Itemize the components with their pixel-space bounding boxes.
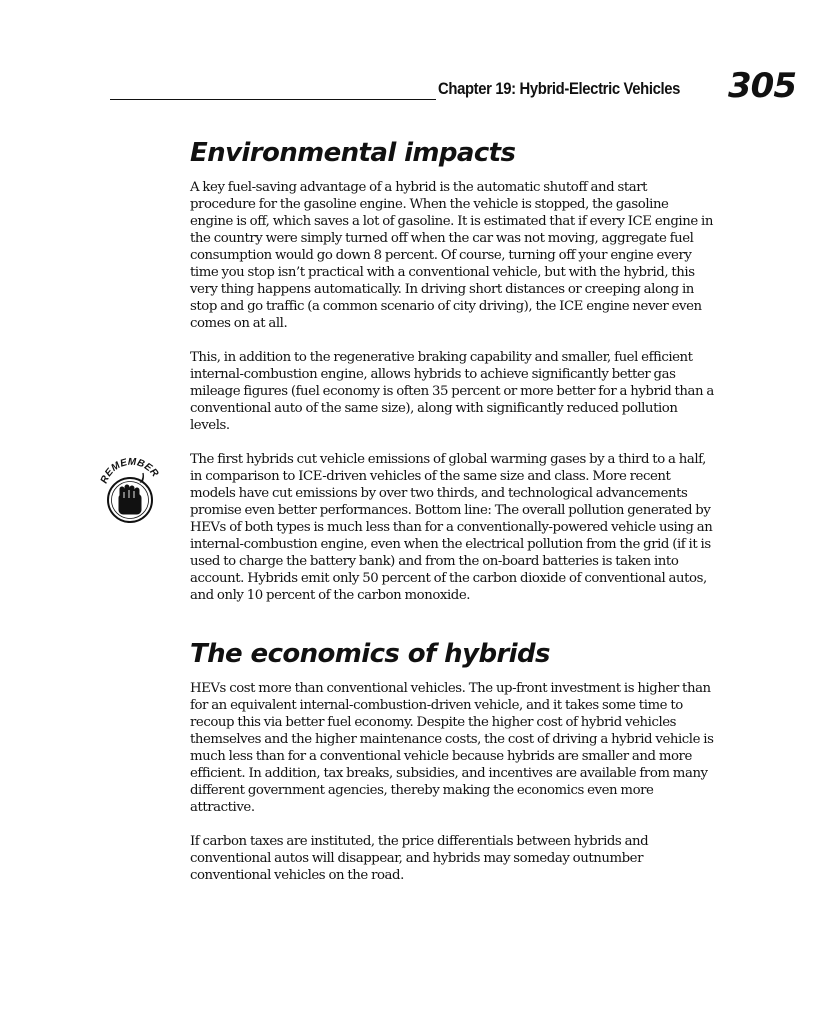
section-heading-economics: The economics of hybrids: [190, 639, 550, 669]
paragraph: This, in addition to the regenerative braking capability and smaller, fuel efficient internal-combustion engine, allows hybrids to achieve significantly better gas mileage figures (fuel economy is often 35 percent or more better for a hybrid than a conventional auto of the same size), along with significantly reduced pollution levels.: [190, 350, 714, 433]
running-head: Chapter 19: Hybrid-Electric Vehicles: [438, 80, 681, 98]
remember-icon-label: REMEMBER: [98, 456, 161, 486]
page-number: 305: [728, 66, 796, 106]
paragraph-remember: The first hybrids cut vehicle emissions of global warming gases by a third to a half, in comparison to ICE-driven vehicles of the same size and class. More recent models have cut emissions by over two thirds, and technological advancements promise even better performances. Bottom line: The overall pollution generated by HEVs of both types is much less than for a conventionally-powered vehicle using an internal-combustion engine, even when the electrical pollution from the grid (if it is used to charge the battery bank) and from the on-board batteries is taken into account. Hybrids emit only 50 percent of the carbon dioxide of conventional autos, and only 10 percent of the carbon monoxide.: [190, 452, 713, 603]
section-heading-environmental: Environmental impacts: [190, 138, 516, 168]
paragraph: If carbon taxes are instituted, the price differentials between hybrids and conventional autos will disappear, and hybrids may someday outnumber conventional vehicles on the road.: [190, 834, 649, 883]
remember-icon: [98, 452, 164, 528]
page-content: [190, 136, 714, 901]
paragraph: HEVs cost more than conventional vehicles. The up-front investment is higher than for an equivalent internal-combustion-driven vehicle, and it takes some time to recoup this via better fuel economy. Despite the higher cost of hybrid vehicles themselves and the higher maintenance costs, the cost of driving a hybrid vehicle is much less than for a conventional vehicle because hybrids are smaller and more efficient. In addition, tax breaks, subsidies, and incentives are available from many different government agencies, thereby making the economics even more attractive.: [190, 681, 714, 815]
paragraph: A key fuel-saving advantage of a hybrid is the automatic shutoff and start procedure for the gasoline engine. When the vehicle is stopped, the gasoline engine is off, which saves a lot of gasoline. It is estimated that if every ICE engine in the country were simply turned off when the car was not moving, aggregate fuel consumption would go down 8 percent. Of course, turning off your engine every time you stop isn’t practical with a conventional vehicle, but with the hybrid, this very thing happens automatically. In driving short distances or creeping along in stop and go traffic (a common scenario of city driving), the ICE engine never even comes on at all.: [190, 180, 713, 331]
header-rule: [110, 99, 436, 100]
